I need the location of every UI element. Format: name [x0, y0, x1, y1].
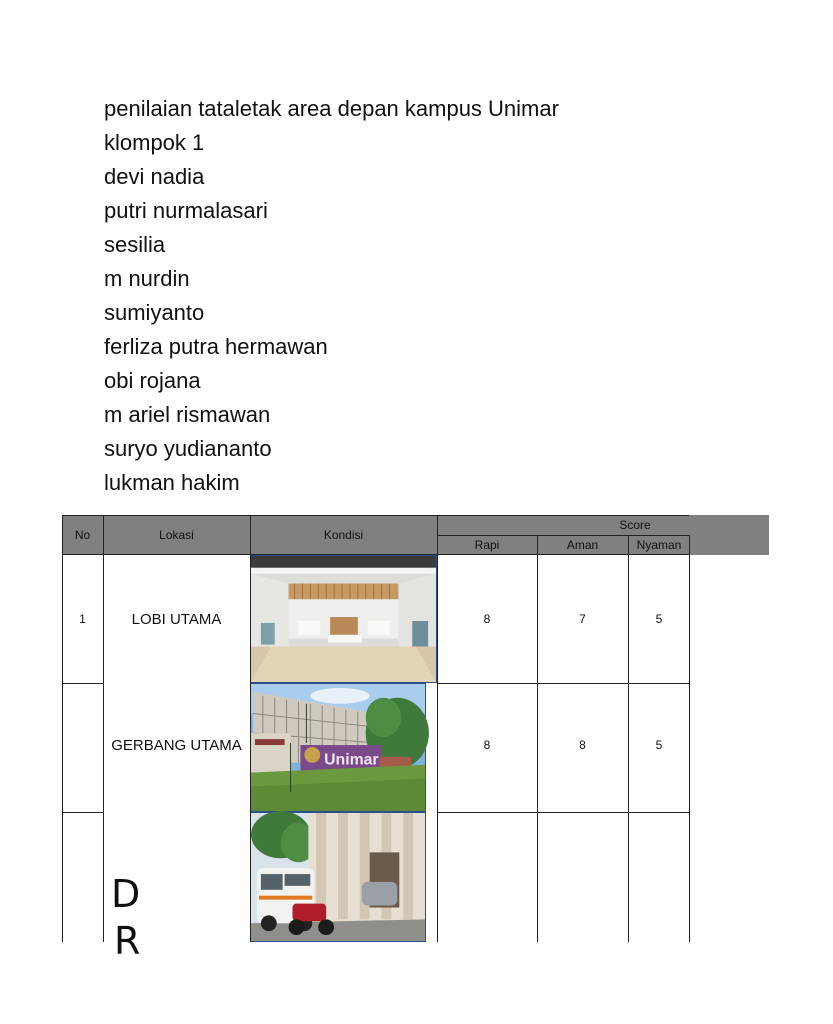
member-name: sesilia: [104, 232, 166, 257]
member-name: putri nurmalasari: [104, 198, 268, 223]
group-name: klompok 1: [104, 130, 205, 155]
table-border: [62, 812, 103, 813]
member-name: obi rojana: [104, 368, 201, 393]
subheader-background-extension: [690, 535, 769, 555]
row2-aman: 8: [579, 738, 586, 752]
parking-photo: [250, 812, 426, 942]
table-border: [537, 535, 538, 942]
row2-lokasi: GERBANG UTAMA: [111, 736, 242, 754]
row2-rapi: 8: [483, 738, 491, 752]
row1-nyaman: 5: [655, 612, 663, 626]
overflow-letter: D: [111, 872, 141, 916]
row3-no: [62, 812, 103, 942]
header-no: No: [74, 528, 91, 542]
row3-aman: [537, 812, 628, 942]
table-border: [62, 515, 63, 942]
overflow-letter: R: [114, 919, 141, 963]
header-rapi: Rapi: [474, 538, 500, 552]
member-name: m nurdin: [104, 266, 190, 291]
table-border: [437, 515, 438, 942]
table-border: [437, 812, 690, 813]
member-name: ferliza putra hermawan: [104, 334, 328, 359]
member-name: devi nadia: [104, 164, 205, 189]
row3-nyaman: [628, 812, 690, 942]
row2-no: [62, 683, 103, 812]
table-border: [250, 515, 251, 942]
document-title: penilaian tataletak area depan kampus Unimar: [104, 96, 559, 121]
document-intro: [104, 92, 664, 500]
member-name: lukman hakim: [104, 470, 240, 495]
gate-photo: [250, 683, 426, 812]
assessment-table: [62, 515, 769, 963]
table-border: [62, 683, 103, 684]
table-border: [62, 515, 689, 516]
table-border: [437, 535, 690, 536]
header-kondisi: Kondisi: [323, 528, 364, 542]
table-border: [689, 535, 690, 942]
row1-rapi: 8: [483, 612, 491, 626]
table-border: [628, 535, 629, 942]
row1-no: 1: [79, 612, 86, 626]
member-name: m ariel rismawan: [104, 402, 271, 427]
row1-lokasi: LOBI UTAMA: [131, 610, 222, 628]
header-lokasi: Lokasi: [159, 528, 194, 542]
header-score: Score: [619, 518, 651, 532]
header-nyaman: Nyaman: [636, 538, 682, 552]
table-border: [103, 515, 104, 942]
lobby-photo: [250, 555, 437, 683]
svg-text:Unimar: Unimar: [324, 751, 379, 769]
member-name: sumiyanto: [104, 300, 205, 325]
header-aman: Aman: [566, 538, 599, 552]
table-border: [437, 683, 690, 684]
row3-rapi: [437, 812, 537, 942]
row1-aman: 7: [579, 612, 586, 626]
table-border: [62, 554, 690, 555]
member-name: suryo yudiananto: [104, 436, 272, 461]
row2-nyaman: 5: [655, 738, 663, 752]
